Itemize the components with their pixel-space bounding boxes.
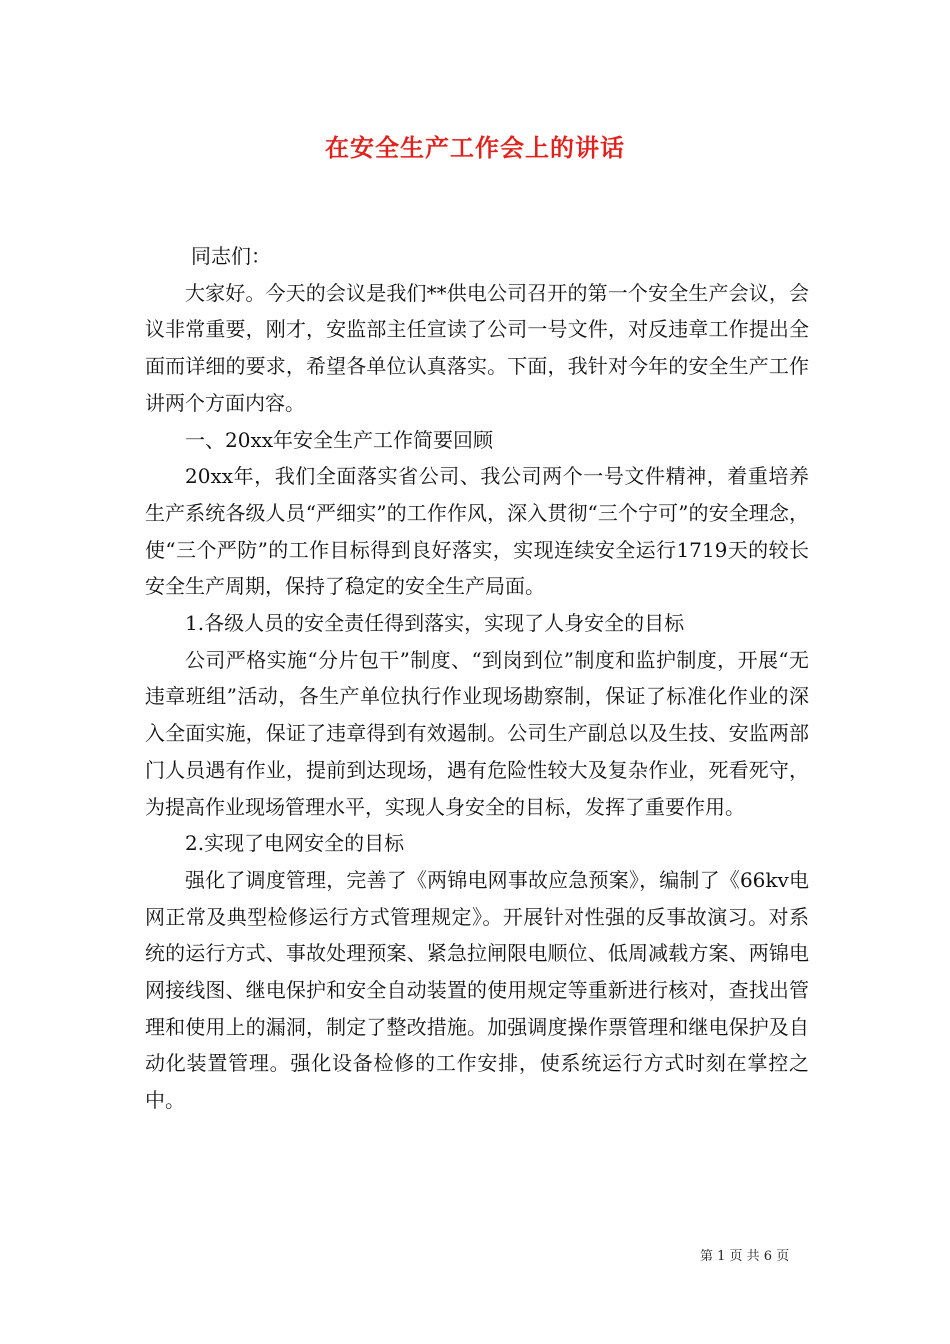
paragraph-grid-safety: 强化了调度管理，完善了《两锦电网事故应急预案》，编制了《66kv电网正常及典型检修运行方式管理规定》。开展针对性强的反事故演习。对系统的运行方式、事故处理预案、紧急拉闸限电顺位、低周减载方案、两锦电网接线图、继电保护和安全自动装置的使用规定等重新进行核对，查找出管理和使用上的漏洞，制定了整改措施。加强调度操作票管理和继电保护及自动化装置管理。强化设备检修的工作安排，使系统运行方式时刻在掌控之中。 [145, 867, 809, 1113]
section-heading-review: 一、20xx年安全生产工作简要回顾 [185, 427, 494, 452]
subheading-personal-safety: 1.各级人员的安全责任得到落实，实现了人身安全的目标 [185, 611, 685, 636]
document-body [145, 238, 809, 1119]
paragraph-review: 20xx年，我们全面落实省公司、我公司两个一号文件精神，着重培养生产系统各级人员“严细实”的工作作风，深入贯彻“三个宁可”的安全理念，使“三个严防”的工作目标得到良好落实，实现连续安全运行1719天的较长安全生产周期，保持了稳定的安全生产局面。 [145, 464, 809, 599]
subheading-grid-safety: 2.实现了电网安全的目标 [185, 831, 405, 856]
document-title: 在安全生产工作会上的讲话 [325, 133, 625, 162]
page-number-footer: 第 1 页 共 6 页 [700, 1249, 790, 1264]
paragraph-opening: 大家好。今天的会议是我们**供电公司召开的第一个安全生产会议，会议非常重要，刚才，安监部主任宣读了公司一号文件，对反违章工作提出全面而详细的要求，希望各单位认真落实。下面，我针对今年的安全生产工作讲两个方面内容。 [145, 280, 809, 415]
paragraph-personal-safety: 公司严格实施“分片包干”制度、“到岗到位”制度和监护制度，开展“无违章班组”活动，各生产单位执行作业现场勘察制，保证了标准化作业的深入全面实施，保证了违章得到有效遏制。公司生产副总以及生技、安监两部门人员遇有作业，提前到达现场，遇有危险性较大及复杂作业，死看死守，为提高作业现场管理水平，实现人身安全的目标，发挥了重要作用。 [145, 647, 809, 819]
salutation: 同志们： [191, 244, 271, 268]
